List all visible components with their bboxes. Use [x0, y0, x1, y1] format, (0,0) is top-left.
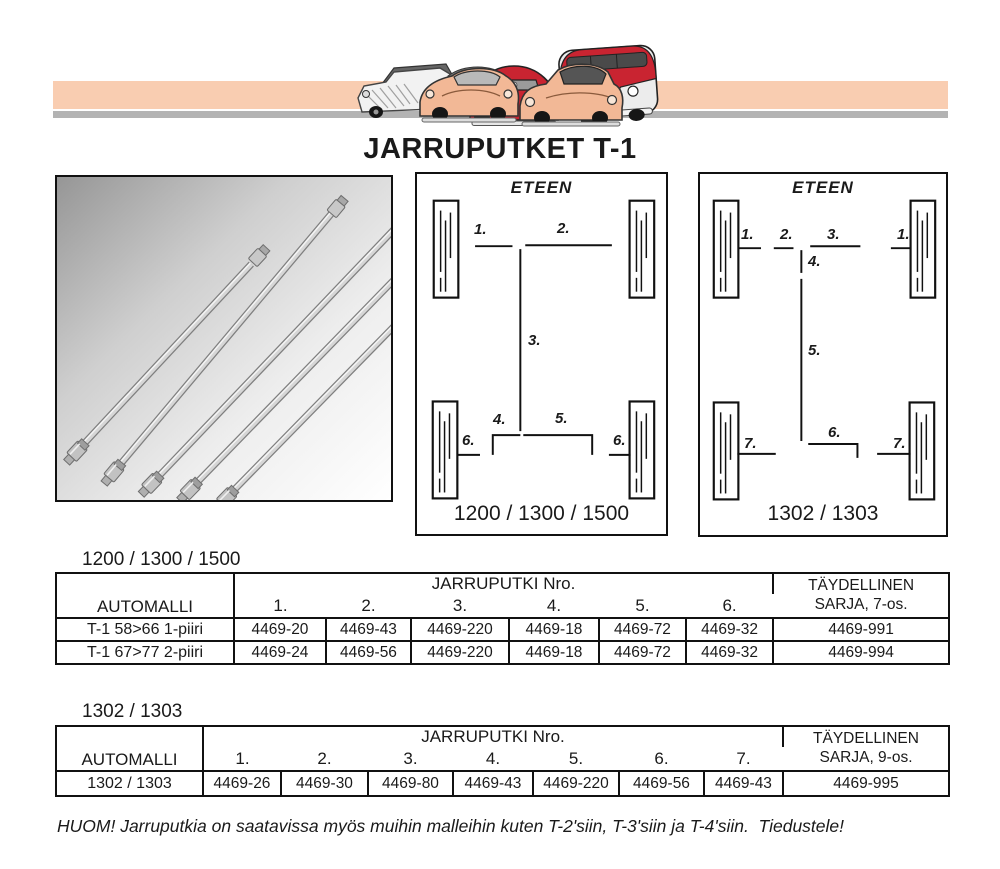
table-header-row [56, 726, 949, 747]
diagram-1302-1303 [698, 172, 948, 537]
column-header-6: 6. [686, 594, 773, 618]
position-label: 6. [828, 424, 841, 441]
section-label-1302-1303: 1302 / 1303 [82, 701, 183, 722]
wheel-icon [714, 201, 739, 298]
column-header-5: 5. [599, 594, 686, 618]
position-label: 5. [555, 410, 568, 427]
parts-table-1302-1303 [55, 725, 950, 797]
column-header-jarruputki-nro: JARRUPUTKI Nro. [203, 726, 783, 747]
diagram-1200-1300-1500 [415, 172, 668, 536]
wheel-icon [433, 401, 458, 498]
diagram-caption: 1302 / 1303 [767, 502, 879, 525]
vw-cars-artwork [346, 34, 666, 128]
table-row [56, 641, 949, 664]
position-label: 3. [827, 226, 840, 243]
position-label: 1. [897, 226, 910, 243]
part-number-cell: 4469-20 [234, 618, 326, 641]
column-header-3: 3. [368, 747, 453, 771]
column-header-1: 1. [203, 747, 281, 771]
part-number-cell: 4469-56 [326, 641, 411, 664]
part-number-cell: 4469-43 [704, 771, 783, 796]
position-label: 7. [744, 435, 757, 452]
wheel-icon [714, 402, 739, 499]
part-number-cell: 4469-220 [533, 771, 619, 796]
part-number-cell: 4469-72 [599, 641, 686, 664]
diagram1-lines [417, 174, 666, 534]
parts-table-1200-1300-1500 [55, 572, 950, 665]
set-header-line2: SARJA, 7-os. [814, 595, 908, 613]
set-part-number-cell: 4469-994 [773, 641, 949, 664]
diagram-title: ETEEN [792, 178, 854, 197]
footer-note: HUOM! Jarruputkia on saatavissa myös muihin malleihin kuten T-2'siin, T-3'siin ja T-4'siin. Tiedustele! [57, 816, 845, 836]
column-header-taydellinen-sarja [783, 726, 949, 771]
position-label: 4. [808, 253, 821, 270]
column-header-4: 4. [453, 747, 533, 771]
part-number-cell: 4469-30 [281, 771, 368, 796]
set-header-line2: SARJA, 9-os. [819, 748, 913, 766]
column-header-3: 3. [411, 594, 509, 618]
column-header-jarruputki-nro: JARRUPUTKI Nro. [234, 573, 773, 594]
section-label-1200-1300-1500: 1200 / 1300 / 1500 [82, 549, 241, 570]
column-header-7: 7. [704, 747, 783, 771]
part-number-cell: 4469-80 [368, 771, 453, 796]
wheel-icon [434, 201, 459, 298]
position-label: 1. [741, 226, 754, 243]
wheel-icon [910, 402, 935, 499]
wheel-icon [630, 401, 655, 498]
part-number-cell: 4469-26 [203, 771, 281, 796]
position-label: 7. [893, 435, 906, 452]
position-label: 1. [474, 221, 487, 238]
column-header-6: 6. [619, 747, 704, 771]
column-header-1: 1. [234, 594, 326, 618]
part-number-cell: 4469-18 [509, 618, 599, 641]
column-header-5: 5. [533, 747, 619, 771]
part-number-cell: 4469-32 [686, 618, 773, 641]
part-number-cell: 4469-220 [411, 641, 509, 664]
column-header-automalli: AUTOMALLI [56, 573, 234, 618]
part-number-cell: 4469-72 [599, 618, 686, 641]
position-label: 2. [780, 226, 793, 243]
wheel-icon [911, 201, 936, 298]
set-part-number-cell: 4469-991 [773, 618, 949, 641]
table-row [56, 771, 949, 796]
set-header-line1: TÄYDELLINEN [813, 729, 919, 747]
diagram-title: ETEEN [510, 178, 573, 197]
set-header-line1: TÄYDELLINEN [808, 576, 915, 594]
part-number-cell: 4469-43 [326, 618, 411, 641]
wheel-icon [630, 201, 655, 298]
table-row [56, 618, 949, 641]
column-header-2: 2. [281, 747, 368, 771]
part-number-cell: 4469-24 [234, 641, 326, 664]
model-cell: T-1 58>66 1-piiri [56, 618, 234, 641]
position-label: 6. [613, 432, 626, 449]
position-label: 6. [462, 432, 475, 449]
brake-pipes-photo [55, 175, 393, 502]
position-label: 3. [528, 332, 541, 349]
part-number-cell: 4469-56 [619, 771, 704, 796]
position-label: 5. [808, 342, 821, 359]
part-number-cell: 4469-220 [411, 618, 509, 641]
diagram-caption: 1200 / 1300 / 1500 [453, 502, 630, 525]
part-number-cell: 4469-32 [686, 641, 773, 664]
model-cell: 1302 / 1303 [56, 771, 203, 796]
brake-pipes-illustration [57, 177, 391, 500]
column-header-2: 2. [326, 594, 411, 618]
position-label: 2. [557, 220, 570, 237]
set-part-number-cell: 4469-995 [783, 771, 949, 796]
column-header-taydellinen-sarja [773, 573, 949, 618]
column-header-4: 4. [509, 594, 599, 618]
model-cell: T-1 67>77 2-piiri [56, 641, 234, 664]
position-label: 4. [493, 411, 506, 428]
part-number-cell: 4469-43 [453, 771, 533, 796]
page-title: JARRUPUTKET T-1 [363, 133, 637, 165]
column-header-automalli: AUTOMALLI [56, 726, 203, 771]
table-header-row [56, 573, 949, 594]
part-number-cell: 4469-18 [509, 641, 599, 664]
